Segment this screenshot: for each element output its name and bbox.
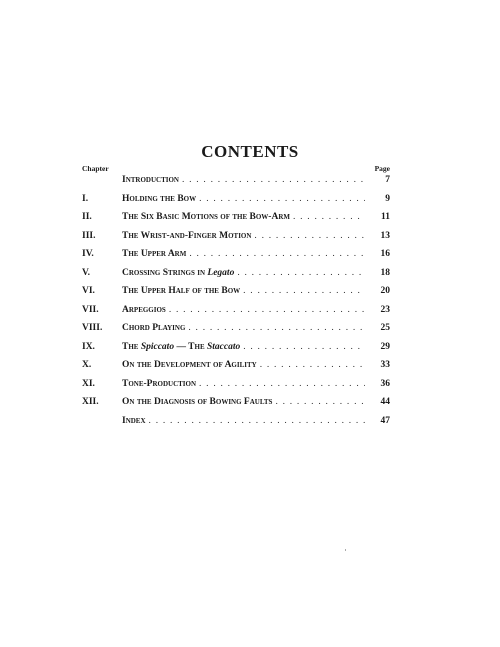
chapter-title	[122, 360, 257, 370]
chapter-number: VI.	[82, 286, 95, 296]
dot-leader	[254, 231, 365, 241]
chapter-title-part: Arpeggios	[122, 304, 166, 315]
toc-entry	[82, 379, 390, 398]
page-number: 20	[380, 286, 390, 296]
toc-entry	[82, 397, 390, 416]
dot-leader	[260, 360, 365, 370]
chapter-title-part: Staccato	[206, 341, 241, 352]
toc-entry	[82, 268, 390, 287]
page-number: 23	[380, 304, 390, 315]
chapter-title-part: The Six Basic Motions of the Bow-Arm	[122, 212, 290, 222]
dot-leader	[149, 416, 365, 426]
chapter-title	[122, 194, 196, 204]
chapter-title-part: The Upper Half of the Bow	[122, 286, 241, 296]
page-number: 13	[380, 230, 390, 241]
paper-speck	[345, 549, 346, 551]
toc-entry	[82, 342, 390, 361]
dot-leader	[293, 212, 365, 222]
toc-entry	[82, 212, 390, 231]
dot-leader	[182, 175, 365, 185]
chapter-title-part: Crossing Strings in	[122, 267, 208, 278]
chapter-title-part: The Wrist-and-Finger Motion	[122, 230, 252, 241]
chapter-number: I.	[82, 193, 89, 204]
toc-entry	[82, 249, 390, 268]
dot-leader	[275, 397, 365, 407]
page-number: 36	[380, 378, 390, 389]
chapter-title	[122, 397, 272, 407]
chapter-number: IV.	[82, 249, 94, 259]
dot-leader	[243, 286, 365, 296]
chapter-title	[122, 379, 196, 389]
toc-entry	[82, 360, 390, 379]
chapter-number: IX.	[82, 341, 95, 352]
dot-leader	[199, 379, 365, 389]
chapter-title-part: Holding the Bow	[122, 193, 197, 204]
chapter-title	[122, 323, 185, 333]
chapter-number: XII.	[82, 397, 99, 407]
toc-entry	[82, 194, 390, 213]
chapter-title-part: Index	[122, 415, 146, 426]
chapter-title-part: Chord Playing	[122, 323, 186, 333]
chapter-title-part: Legato	[207, 267, 235, 278]
chapter-title	[122, 416, 146, 426]
chapter-column-header: Chapter	[82, 164, 109, 173]
chapter-number: VII.	[82, 304, 99, 315]
page-number: 18	[380, 267, 390, 278]
chapter-number: II.	[82, 212, 92, 222]
chapter-number: V.	[82, 267, 91, 278]
chapter-title-part: — The	[174, 341, 207, 352]
chapter-title	[122, 286, 240, 296]
dot-leader	[237, 268, 365, 278]
chapter-number: X.	[82, 360, 92, 370]
page-column-header: Page	[374, 164, 390, 173]
dot-leader	[189, 249, 365, 259]
chapter-title-part: On the Diagnosis of Bowing Faults	[122, 397, 273, 407]
dot-leader	[243, 342, 365, 352]
chapter-title	[122, 342, 240, 352]
toc-entry	[82, 231, 390, 250]
chapter-title	[122, 249, 186, 259]
chapter-title-part: Tone-Production	[122, 378, 197, 389]
chapter-title-part: Spiccato	[140, 341, 175, 352]
dot-leader	[199, 194, 365, 204]
chapter-title	[122, 212, 290, 222]
toc-entry	[82, 286, 390, 305]
toc-entry	[82, 323, 390, 342]
table-of-contents	[82, 175, 390, 434]
page-number: 25	[380, 323, 390, 333]
chapter-title-part: Introduction	[122, 175, 179, 185]
chapter-number: XI.	[82, 378, 95, 389]
chapter-number: III.	[82, 230, 96, 241]
chapter-title	[122, 305, 166, 315]
dot-leader	[188, 323, 365, 333]
page-title: CONTENTS	[201, 142, 299, 161]
page-number: 11	[381, 212, 390, 222]
page-number: 7	[385, 175, 390, 185]
toc-entry	[82, 416, 390, 435]
toc-entry	[82, 175, 390, 194]
dot-leader	[169, 305, 365, 315]
page-number: 44	[380, 397, 390, 407]
page-number: 33	[380, 360, 390, 370]
toc-entry	[82, 305, 390, 324]
chapter-title-part: The	[122, 341, 141, 352]
chapter-title-part: The Upper Arm	[122, 249, 187, 259]
page-number: 47	[380, 415, 390, 426]
chapter-title	[122, 231, 251, 241]
chapter-title	[122, 268, 234, 278]
page-number: 29	[380, 341, 390, 352]
chapter-title	[122, 175, 179, 185]
page-number: 9	[385, 193, 390, 204]
page-number: 16	[380, 249, 390, 259]
chapter-number: VIII.	[82, 323, 103, 333]
chapter-title-part: On the Development of Agility	[122, 360, 257, 370]
